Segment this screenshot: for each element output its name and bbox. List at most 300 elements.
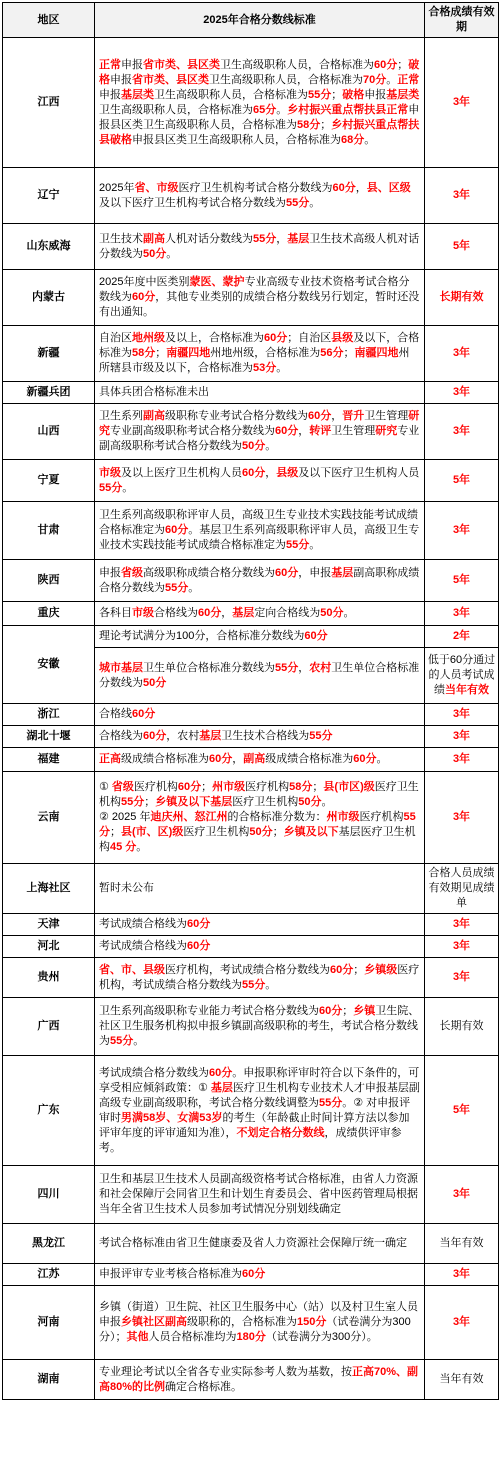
passing-score-table: [2, 2, 499, 1400]
validity-cell: 3年: [425, 726, 499, 748]
standard-text: ，: [221, 607, 233, 619]
standard-text: 卫生系列高级职称专业能力考试合格分数线为: [99, 1005, 319, 1017]
validity-highlight: 当年有效: [445, 684, 489, 696]
standard-cell: [95, 914, 425, 936]
standard-cell: [95, 460, 425, 502]
standard-text: 。: [309, 196, 321, 209]
highlight-text: 副高: [243, 753, 266, 765]
validity-cell: 3年: [425, 38, 499, 168]
highlight-text: 60分: [132, 291, 156, 303]
standard-text: 及以下，合格标准为: [99, 332, 420, 359]
table-row: [3, 38, 499, 168]
standard-text: ② 2025 年: [99, 811, 151, 823]
table-row: [3, 1286, 499, 1360]
standard-text: ，农村: [166, 730, 200, 742]
standard-cell: [95, 270, 425, 326]
standard-text: 申报县区类卫生高级职称人员，合格标准为: [99, 103, 420, 131]
standard-text: 卫生系列: [99, 410, 143, 422]
standard-text: ；: [397, 58, 409, 71]
standard-text: ；自治区: [287, 332, 332, 344]
highlight-text: 研究: [99, 410, 420, 437]
highlight-text: 乡镇及以下: [283, 826, 339, 838]
standard-text: ，: [276, 232, 288, 245]
standard-cell: [95, 168, 425, 224]
table-row: [3, 460, 499, 502]
table-row: [3, 382, 499, 404]
standard-text: 医疗卫生机构考试合格分数线为: [178, 181, 333, 194]
highlight-text: 农村: [309, 661, 332, 674]
header-validity: 合格成绩有效期: [425, 3, 499, 38]
region-cell: 宁夏: [3, 460, 95, 502]
standard-text: 申报县区类卫生高级职称人员，合格标准为: [132, 133, 341, 146]
highlight-text: 基层: [287, 232, 310, 245]
highlight-text: 58分: [289, 781, 313, 793]
highlight-text: 50分: [143, 247, 167, 260]
validity-cell: 长期有效: [425, 270, 499, 326]
region-cell: 山西: [3, 404, 95, 460]
standard-text: ；: [201, 781, 213, 793]
standard-text: 各科目: [99, 607, 132, 619]
standard-text: ；: [320, 118, 332, 131]
standard-text: ，: [331, 410, 343, 422]
table-row: [3, 748, 499, 772]
validity-cell: [425, 648, 499, 704]
validity-cell: 3年: [425, 326, 499, 382]
highlight-text: 研究: [375, 425, 398, 437]
region-cell: 云南: [3, 772, 95, 864]
highlight-text: 60分: [330, 963, 354, 976]
standard-text: ；: [353, 963, 365, 976]
validity-cell: 5年: [425, 560, 499, 602]
standard-cell: [95, 998, 425, 1056]
highlight-text: 50分: [320, 607, 344, 619]
highlight-text: 乡村振兴重点帮扶县正常: [287, 103, 409, 116]
highlight-text: 58分: [297, 118, 321, 131]
standard-text: 卫生管理: [331, 425, 376, 437]
highlight-text: 市级: [132, 607, 154, 619]
validity-cell: 3年: [425, 772, 499, 864]
standard-cell: [95, 38, 425, 168]
standard-text: 卫生和基层卫生技术人员副高级资格考试合格标准，由省人力资源和社会保障厅会同省卫生和计划生育委员会、省中医药管理局根据当年全省卫生技术人员参加考试情况分别划线确定: [99, 1173, 418, 1215]
highlight-text: 55分: [309, 730, 333, 742]
standard-text: 申报: [121, 58, 143, 71]
validity-cell: 2年: [425, 626, 499, 648]
standard-text: 申报: [99, 566, 121, 579]
highlight-text: 乡镇级: [364, 963, 398, 976]
standard-text: 2025年: [99, 181, 135, 194]
validity-cell: 5年: [425, 460, 499, 502]
highlight-text: 60分: [143, 730, 167, 742]
highlight-text: 55分: [253, 232, 277, 245]
highlight-text: 55 分: [99, 811, 416, 838]
highlight-text: 55分: [110, 1035, 134, 1047]
region-cell: 河北: [3, 936, 95, 958]
validity-cell: 5年: [425, 224, 499, 270]
highlight-text: 60分: [209, 1066, 233, 1079]
standard-text: ①: [99, 781, 112, 793]
highlight-text: 55分: [165, 581, 189, 594]
standard-text: 自治区: [99, 332, 132, 344]
highlight-text: 50分: [249, 826, 273, 838]
standard-text: 。基层卫生系列高级职称评审人员，高级卫生专业技术实践技能考试成绩合格标准定为: [99, 524, 420, 551]
table-row: [3, 404, 499, 460]
highlight-text: 60分: [308, 410, 332, 422]
region-cell: 广西: [3, 998, 95, 1056]
highlight-text: 基层类: [121, 88, 154, 101]
table-row: [3, 772, 499, 864]
standard-text: ，其他专业类别的成绩合格分数线另行划定，暂时还没有出通知。: [99, 291, 420, 318]
standard-cell: [95, 224, 425, 270]
highlight-text: 省、市级: [134, 181, 179, 194]
region-cell: 福建: [3, 748, 95, 772]
highlight-text: 地州级: [132, 332, 165, 344]
highlight-text: 60分: [275, 566, 299, 579]
highlight-text: 省级: [111, 781, 134, 793]
highlight-text: 县、区级: [366, 181, 411, 194]
table-row: [3, 1056, 499, 1166]
standard-text: ；: [343, 347, 355, 359]
highlight-text: 60分: [242, 1268, 266, 1280]
standard-cell: [95, 726, 425, 748]
standard-text: 申报: [110, 73, 132, 86]
highlight-text: 60分: [198, 607, 222, 619]
validity-text: 低于60分通过的人员考试成绩: [427, 654, 496, 696]
standard-text: 。: [166, 247, 178, 260]
standard-text: 卫生系列高级职称评审人员，高级卫生专业技术实践技能考试成绩合格标准定为: [99, 509, 418, 536]
standard-cell: [95, 704, 425, 726]
standard-text: 暂时未公布: [99, 882, 154, 894]
standard-text: 级职称的，合格标准为: [187, 1316, 297, 1328]
highlight-text: 破格: [342, 88, 365, 101]
standard-cell: [95, 382, 425, 404]
standard-text: 医疗机构: [359, 811, 404, 823]
highlight-text: 男满58岁、女满53岁: [121, 1111, 223, 1124]
table-row: [3, 168, 499, 224]
highlight-text: 45 分: [110, 841, 137, 853]
validity-cell: 合格人员成绩有效期见成绩单: [425, 864, 499, 914]
standard-text: 卫生院、社区卫生服务机构拟申报乡镇副高级职称的考生，考试合格分数线为: [99, 1005, 420, 1047]
standard-text: 卫生高级职称人员，合格标准为: [209, 73, 363, 86]
highlight-text: 55分: [242, 978, 266, 991]
standard-text: 专业副高级职称考试合格分数线为: [99, 425, 420, 452]
highlight-text: 蒙医、蒙护: [189, 276, 245, 288]
highlight-text: 60分: [132, 708, 156, 720]
highlight-text: 60分: [374, 58, 398, 71]
standard-text: 合格线为: [154, 607, 198, 619]
standard-cell: [95, 1264, 425, 1286]
highlight-text: 50分: [298, 796, 322, 808]
standard-text: 。: [133, 1035, 145, 1047]
region-cell: 天津: [3, 914, 95, 936]
validity-cell: 当年有效: [425, 1360, 499, 1400]
standard-text: 卫生技术合格线为: [221, 730, 310, 742]
validity-cell: 当年有效: [425, 1224, 499, 1264]
standard-text: 。申报职称评审时符合以下条件的，可享受相应倾斜政策：①: [99, 1066, 420, 1094]
standard-text: ；: [331, 88, 343, 101]
highlight-text: 55分: [121, 796, 145, 808]
highlight-text: 60分: [264, 332, 288, 344]
standard-text: 州所辖县市级及以下，合格标准为: [99, 347, 410, 374]
validity-cell: 3年: [425, 958, 499, 998]
region-cell: 广东: [3, 1056, 95, 1166]
standard-text: 考试成绩合格分数线为: [99, 1066, 209, 1079]
highlight-text: 55分: [319, 1096, 343, 1109]
standard-text: ；: [312, 781, 324, 793]
highlight-text: 基层: [331, 566, 354, 579]
highlight-text: 晋升: [342, 410, 365, 422]
table-row: [3, 958, 499, 998]
region-cell: 内蒙古: [3, 270, 95, 326]
standard-cell: [95, 1166, 425, 1224]
standard-cell: [95, 1056, 425, 1166]
standard-cell: [95, 404, 425, 460]
standard-text: 2025年度中医类别: [99, 276, 190, 288]
validity-cell: 3年: [425, 382, 499, 404]
standard-text: 。: [265, 440, 277, 452]
region-cell: 安徽: [3, 626, 95, 704]
standard-cell: [95, 958, 425, 998]
standard-text: 的考生（年龄截止时间计算方法以参加评审年度的评审通知为准），: [99, 1111, 410, 1139]
standard-text: 的合格标准分数为：: [227, 811, 327, 823]
highlight-text: 迪庆州、怒江州: [150, 811, 228, 823]
highlight-text: 破格: [99, 58, 420, 86]
standard-text: 合格线为: [99, 730, 143, 742]
highlight-text: 市级: [99, 466, 121, 479]
standard-text: 专业副高级职称考试合格分数线为: [110, 425, 275, 437]
highlight-text: 正常: [397, 73, 420, 86]
standard-text: 及以下医疗卫生机构人员: [298, 466, 420, 479]
validity-cell: 长期有效: [425, 998, 499, 1056]
standard-text: 及以下医疗卫生机构考试合格分数线为: [99, 196, 286, 209]
standard-text: 专业高级专业技术资格考试合格分数线为: [99, 276, 410, 303]
highlight-text: 乡镇: [353, 1005, 376, 1017]
standard-text: 专业理论考试以全省各专业实际参考人数为基数，按: [99, 1365, 352, 1378]
highlight-text: 乡镇及以下基层: [155, 796, 233, 808]
standard-text: 卫生管理: [364, 410, 409, 422]
validity-cell: 3年: [425, 168, 499, 224]
validity-cell: 3年: [425, 748, 499, 772]
standard-text: 副高职称成绩合格分数线为: [99, 566, 420, 594]
highlight-text: 州市级: [326, 811, 360, 823]
standard-text: 卫生技术高级人机对话分数线为: [99, 232, 420, 260]
table-row: [3, 914, 499, 936]
standard-cell: [95, 502, 425, 560]
standard-text: 基层医疗卫生机构: [99, 826, 416, 853]
highlight-text: 65分: [253, 103, 277, 116]
highlight-text: 53分: [253, 362, 277, 374]
standard-text: 乡镇（街道）卫生院、社区卫生服务中心（站）以及村卫生室人员申报: [99, 1301, 418, 1328]
table-row: [3, 326, 499, 382]
standard-text: ，: [298, 661, 310, 674]
table-row: [3, 502, 499, 560]
standard-text: ，: [298, 425, 310, 437]
standard-text: 高级职称成绩合格分数线为: [143, 566, 275, 579]
standard-text: 考试成绩合格线为: [99, 918, 187, 930]
validity-cell: 3年: [425, 936, 499, 958]
table-row: [3, 1264, 499, 1286]
highlight-text: 60分: [177, 781, 202, 793]
standard-cell: [95, 748, 425, 772]
region-cell: 四川: [3, 1166, 95, 1224]
table-row: [3, 626, 499, 648]
standard-text: 人员合格标准均为: [148, 1331, 237, 1343]
standard-text: 医疗卫生机构: [232, 796, 299, 808]
highlight-text: 60分: [304, 630, 328, 642]
standard-text: 卫生高级职称人员，合格标准为: [154, 88, 308, 101]
highlight-text: 省级: [121, 566, 143, 579]
standard-text: 级职称专业考试合格分数线为: [165, 410, 308, 422]
standard-text: 申报评审专业考核合格标准为: [99, 1268, 242, 1280]
highlight-text: 省、市、县级: [99, 963, 165, 976]
standard-text: ，成绩供评审参考。: [99, 1126, 402, 1154]
standard-text: 。: [276, 103, 288, 116]
highlight-text: 50分: [143, 676, 167, 689]
standard-text: 卫生单位合格标准分数线为: [143, 661, 275, 674]
standard-text: （试卷满分为300分）；: [99, 1316, 411, 1343]
standard-text: 申报: [364, 88, 387, 101]
table-row: [3, 224, 499, 270]
standard-text: 卫生高级职称人员，合格标准为: [220, 58, 374, 71]
standard-cell: [95, 326, 425, 382]
highlight-text: 乡村振兴重点帮扶县破格: [99, 118, 420, 146]
region-cell: 甘肃: [3, 502, 95, 560]
standard-text: 医疗机构: [245, 781, 290, 793]
region-cell: 辽宁: [3, 168, 95, 224]
highlight-text: 56分: [320, 347, 344, 359]
region-cell: 重庆: [3, 602, 95, 626]
highlight-text: 南疆四地: [166, 347, 211, 359]
highlight-text: 州市级: [212, 781, 246, 793]
highlight-text: 60分: [242, 466, 266, 479]
highlight-text: 60分: [187, 940, 211, 952]
standard-text: 医疗机构，考试成绩合格分数线为: [165, 963, 330, 976]
validity-cell: 3年: [425, 704, 499, 726]
highlight-text: 正高70%、副高80%的比例: [99, 1365, 419, 1393]
highlight-text: 150分: [297, 1316, 327, 1328]
table-row: [3, 864, 499, 914]
highlight-text: 55分: [308, 88, 332, 101]
validity-cell: 5年: [425, 1056, 499, 1166]
standard-text: ，: [265, 466, 277, 479]
standard-text: 。: [188, 581, 200, 594]
header-standard: 2025年合格分数线标准: [95, 3, 425, 38]
standard-text: 考试成绩合格线为: [99, 940, 187, 952]
highlight-text: 基层: [210, 1081, 233, 1094]
highlight-text: 省市类、县区类: [143, 58, 220, 71]
table-row: [3, 704, 499, 726]
standard-text: 具体兵团合格标准未出: [99, 386, 209, 398]
standard-cell: [95, 648, 425, 704]
region-cell: 贵州: [3, 958, 95, 998]
standard-cell: [95, 1360, 425, 1400]
region-cell: 江苏: [3, 1264, 95, 1286]
highlight-text: 基层: [199, 730, 222, 742]
standard-text: 医疗卫生机构专业技术人才申报基层副高级专业副高级职称，考试合格分数线调整为: [99, 1081, 420, 1109]
table-row: [3, 998, 499, 1056]
standard-text: ；: [155, 347, 167, 359]
highlight-text: 县级: [276, 466, 299, 479]
standard-text: 卫生高级职称人员，合格标准为: [99, 103, 253, 116]
standard-text: 。: [309, 539, 321, 551]
table-body: [3, 38, 499, 1400]
region-cell: 黑龙江: [3, 1224, 95, 1264]
region-cell: 江西: [3, 38, 95, 168]
highlight-text: 60分: [275, 425, 299, 437]
standard-text: 卫生单位合格标准分数线为: [99, 661, 420, 689]
highlight-text: 60分: [319, 1005, 343, 1017]
standard-text: 医疗卫生机构: [99, 781, 419, 808]
highlight-text: 乡镇社区副高: [121, 1316, 187, 1328]
highlight-text: 城市基层: [99, 661, 143, 674]
standard-cell: [95, 1286, 425, 1360]
table-row: [3, 602, 499, 626]
region-cell: 浙江: [3, 704, 95, 726]
table-row: [3, 270, 499, 326]
standard-text: 卫生技术: [99, 232, 143, 245]
standard-text: 及以上，合格标准为: [165, 332, 264, 344]
header-region: 地区: [3, 3, 95, 38]
standard-text: 考试合格标准由省卫生健康委及省人力资源社会保障厅统一确定: [99, 1237, 407, 1249]
standard-text: （试卷满分为300分）。: [265, 1331, 378, 1343]
standard-text: 人机对话分数线为: [165, 232, 253, 245]
standard-text: 级成绩合格标准为: [265, 753, 354, 765]
highlight-text: 55分: [99, 481, 123, 494]
table-row: [3, 1166, 499, 1224]
standard-text: 。: [343, 607, 355, 619]
highlight-text: 60分: [187, 918, 211, 930]
table-header-row: [3, 3, 499, 38]
standard-text: 。② 对申报评审时: [99, 1096, 411, 1124]
region-cell: 新疆兵团: [3, 382, 95, 404]
highlight-text: 正高: [99, 753, 121, 765]
table-row: [3, 726, 499, 748]
standard-cell: [95, 864, 425, 914]
validity-cell: 3年: [425, 502, 499, 560]
region-cell: 河南: [3, 1286, 95, 1360]
highlight-text: 55分: [286, 196, 310, 209]
standard-text: 。: [265, 978, 277, 991]
region-cell: 陕西: [3, 560, 95, 602]
table-row: [3, 1224, 499, 1264]
standard-text: 。: [122, 481, 134, 494]
highlight-text: 50分: [242, 440, 266, 452]
table-row: [3, 936, 499, 958]
highlight-text: 68分: [341, 133, 365, 146]
highlight-text: 55分: [286, 539, 310, 551]
standard-text: 定向合格线为: [254, 607, 321, 619]
highlight-text: 副高: [143, 410, 165, 422]
standard-cell: [95, 602, 425, 626]
standard-text: 级成绩合格标准为: [121, 753, 209, 765]
standard-text: 州地州级，合格标准为: [210, 347, 321, 359]
highlight-text: 70分: [363, 73, 387, 86]
standard-text: 。: [136, 841, 148, 853]
standard-text: ，申报: [298, 566, 332, 579]
table-row: [3, 560, 499, 602]
standard-text: ，: [355, 181, 367, 194]
highlight-text: 其他: [126, 1331, 149, 1343]
highlight-text: 正常: [99, 58, 121, 71]
validity-cell: 3年: [425, 914, 499, 936]
region-cell: 湖南: [3, 1360, 95, 1400]
region-cell: 山东威海: [3, 224, 95, 270]
highlight-text: 不划定合格分数线: [236, 1126, 325, 1139]
highlight-text: 基层: [232, 607, 255, 619]
highlight-text: 县(市、区)级: [121, 826, 184, 838]
validity-cell: 3年: [425, 1166, 499, 1224]
standard-text: ；: [144, 796, 156, 808]
standard-text: ；: [272, 826, 284, 838]
